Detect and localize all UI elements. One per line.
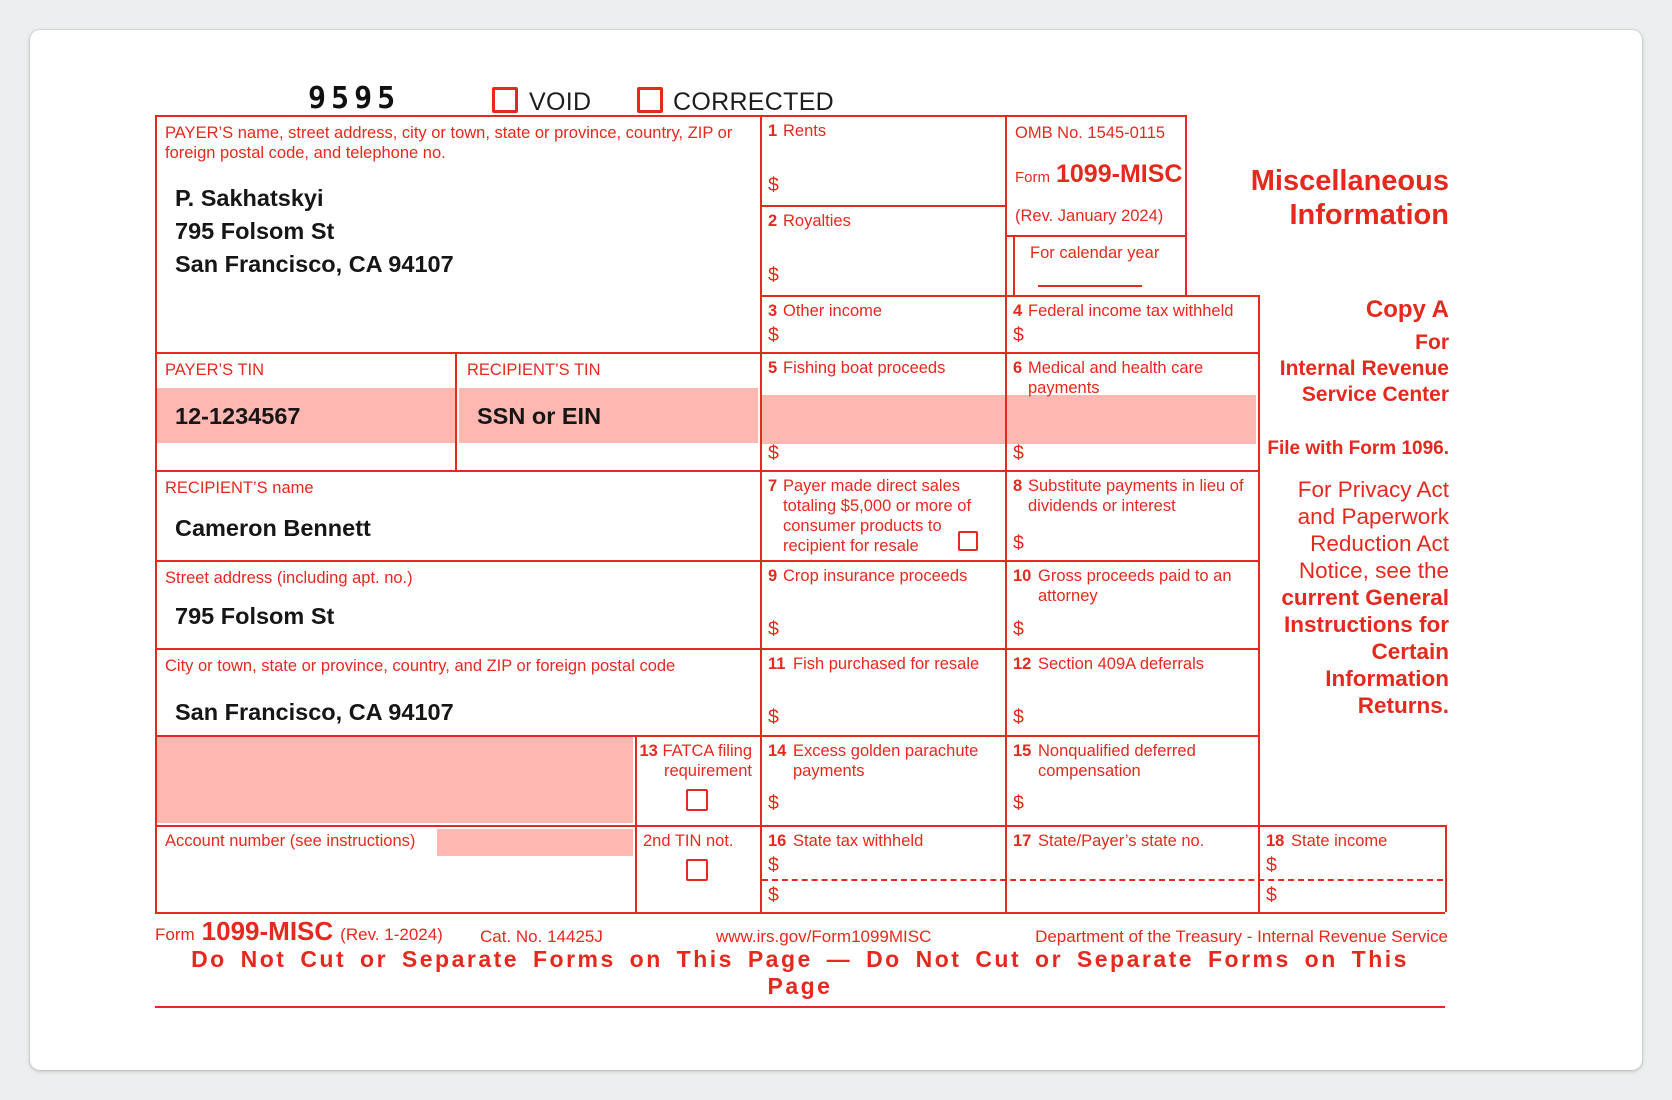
box11-label bbox=[768, 654, 1003, 674]
box10-dollar-sign: $ bbox=[1013, 618, 1024, 640]
recipient-street-label: Street address (including apt. no.) bbox=[165, 569, 413, 587]
payer-street: 795 Folsom St bbox=[175, 218, 335, 244]
box18-number: 18 bbox=[1266, 832, 1285, 850]
box11-number: 11 bbox=[768, 655, 786, 673]
box15-text: Nonqualified deferred compensation bbox=[1038, 742, 1196, 781]
box14-number: 14 bbox=[768, 742, 787, 760]
box16-text: State tax withheld bbox=[793, 832, 924, 850]
box8-label bbox=[1013, 476, 1251, 516]
box4-number: 4 bbox=[1013, 302, 1023, 320]
privacy-notice: For Privacy Act and Paperwork Reduction Act Notice, see the bbox=[1297, 477, 1449, 583]
cut-warning: Do Not Cut or Separate Forms on This Page — Do Not Cut or Separate Forms on This Page bbox=[191, 946, 1409, 999]
box1-label bbox=[768, 121, 996, 141]
box5-text: Fishing boat proceeds bbox=[783, 359, 946, 377]
box8-number: 8 bbox=[1013, 477, 1023, 495]
box6-dollar-sign: $ bbox=[1013, 442, 1024, 464]
box16-label bbox=[768, 831, 1000, 851]
box7-text: Payer made direct sales totaling $5,000 or more of consumer products to recipient for resale bbox=[783, 477, 972, 556]
void-checkbox[interactable] bbox=[492, 87, 518, 113]
box18-dollar-sign-2: $ bbox=[1266, 884, 1277, 906]
box11-dollar-sign: $ bbox=[768, 706, 779, 728]
box2-number: 2 bbox=[768, 212, 778, 230]
payer-tin-value: 12-1234567 bbox=[175, 403, 301, 429]
payer-info-label: PAYER’S name, street address, city or town, state or province, country, ZIP or foreign postal code, and telephone no. bbox=[165, 124, 733, 163]
box7-checkbox[interactable] bbox=[958, 531, 978, 551]
recipient-tin-value: SSN or EIN bbox=[477, 403, 602, 429]
box13-number: 13 bbox=[639, 742, 658, 760]
box14-text: Excess golden parachute payments bbox=[793, 742, 979, 781]
revision-label: (Rev. January 2024) bbox=[1015, 207, 1164, 225]
box6-number: 6 bbox=[1013, 359, 1023, 377]
catalog-number: Cat. No. 14425J bbox=[480, 927, 603, 946]
box11-text: Fish purchased for resale bbox=[793, 655, 980, 673]
box4-text: Federal income tax withheld bbox=[1028, 302, 1234, 320]
box3-text: Other income bbox=[783, 302, 883, 320]
box10-text: Gross proceeds paid to an attorney bbox=[1038, 567, 1232, 606]
box1-text: Rents bbox=[783, 122, 827, 140]
box3-dollar-sign: $ bbox=[768, 324, 779, 346]
account-number-label: Account number (see instructions) bbox=[165, 832, 416, 850]
recipient-name-label: RECIPIENT’S name bbox=[165, 479, 314, 497]
box2-label bbox=[768, 211, 996, 231]
box17-number: 17 bbox=[1013, 832, 1032, 850]
recipient-street-value: 795 Folsom St bbox=[175, 603, 335, 629]
irs-website-link[interactable]: www.irs.gov/Form1099MISC bbox=[716, 927, 932, 946]
corrected-checkbox[interactable] bbox=[637, 87, 663, 113]
box12-dollar-sign: $ bbox=[1013, 706, 1024, 728]
box4-dollar-sign: $ bbox=[1013, 324, 1024, 346]
box5-label bbox=[768, 358, 996, 378]
general-instructions-note: current General Instructions for Certain Information Returns. bbox=[1281, 585, 1449, 718]
box9-text: Crop insurance proceeds bbox=[783, 567, 968, 585]
copy-a-label: Copy A bbox=[1365, 296, 1449, 323]
box5-number: 5 bbox=[768, 359, 778, 377]
box18-label bbox=[1266, 831, 1438, 851]
form-scan-code: 9595 bbox=[308, 81, 401, 116]
copy-for-label: For bbox=[1415, 331, 1449, 354]
recipient-tin-label: RECIPIENT’S TIN bbox=[467, 361, 601, 379]
service-center-label: Internal Revenue Service Center bbox=[1279, 357, 1449, 406]
box2-dollar-sign: $ bbox=[768, 264, 779, 286]
box8-dollar-sign: $ bbox=[1013, 532, 1024, 554]
form-title: Miscellaneous Information bbox=[1250, 165, 1449, 231]
box6-label bbox=[1013, 358, 1245, 398]
box1-number: 1 bbox=[768, 122, 778, 140]
omb-number: OMB No. 1545-0115 bbox=[1015, 124, 1166, 142]
payer-name: P. Sakhatskyi bbox=[175, 185, 324, 211]
box2-text: Royalties bbox=[783, 212, 851, 230]
footer-form-id bbox=[155, 916, 443, 947]
second-tin-checkbox[interactable] bbox=[686, 859, 708, 881]
box16-dollar-sign-2: $ bbox=[768, 884, 779, 906]
box7-number: 7 bbox=[768, 477, 778, 495]
corrected-label: CORRECTED bbox=[673, 88, 835, 116]
form-word: Form bbox=[1015, 169, 1050, 186]
box9-dollar-sign: $ bbox=[768, 618, 779, 640]
box12-number: 12 bbox=[1013, 655, 1032, 673]
box17-text: State/Payer’s state no. bbox=[1038, 832, 1205, 850]
box6-text: Medical and health care payments bbox=[1028, 359, 1204, 398]
recipient-city-label: City or town, state or province, country, and ZIP or foreign postal code bbox=[165, 657, 676, 675]
copy-info-column bbox=[1230, 296, 1449, 719]
payer-info-value bbox=[175, 182, 454, 281]
box13-label bbox=[638, 741, 752, 781]
box15-dollar-sign: $ bbox=[1013, 792, 1024, 814]
box13-checkbox[interactable] bbox=[686, 789, 708, 811]
box3-label bbox=[768, 301, 996, 321]
box15-number: 15 bbox=[1013, 742, 1032, 760]
void-label: VOID bbox=[529, 88, 592, 116]
footer-form-number: 1099-MISC bbox=[201, 916, 334, 946]
treasury-department-label: Department of the Treasury - Internal Revenue Service bbox=[1035, 927, 1448, 946]
recipient-name-value: Cameron Bennett bbox=[175, 515, 371, 541]
box14-label bbox=[768, 741, 1000, 781]
box9-label bbox=[768, 566, 996, 586]
box10-label bbox=[1013, 566, 1253, 606]
box9-number: 9 bbox=[768, 567, 778, 585]
payer-tin-label: PAYER’S TIN bbox=[165, 361, 265, 379]
footer-form-word: Form bbox=[155, 925, 195, 944]
box17-label bbox=[1013, 831, 1253, 851]
box14-dollar-sign: $ bbox=[768, 792, 779, 814]
second-tin-label: 2nd TIN not. bbox=[643, 832, 734, 850]
box3-number: 3 bbox=[768, 302, 778, 320]
box16-number: 16 bbox=[768, 832, 787, 850]
box10-number: 10 bbox=[1013, 567, 1032, 585]
box18-dollar-sign: $ bbox=[1266, 854, 1277, 876]
box15-label bbox=[1013, 741, 1251, 781]
box16-dollar-sign: $ bbox=[768, 854, 779, 876]
payer-city: San Francisco, CA 94107 bbox=[175, 251, 454, 277]
footer-revision: (Rev. 1-2024) bbox=[340, 925, 443, 944]
box5-dollar-sign: $ bbox=[768, 442, 779, 464]
omb-form-title bbox=[1015, 160, 1182, 189]
file-with-label: File with Form 1096. bbox=[1267, 438, 1449, 459]
box18-text: State income bbox=[1291, 832, 1388, 850]
box1-dollar-sign: $ bbox=[768, 174, 779, 196]
box13-text: FATCA filing requirement bbox=[662, 742, 752, 781]
form-number: 1099-MISC bbox=[1056, 160, 1183, 188]
box12-text: Section 409A deferrals bbox=[1038, 655, 1205, 673]
box8-text: Substitute payments in lieu of dividends or interest bbox=[1028, 477, 1244, 516]
recipient-city-value: San Francisco, CA 94107 bbox=[175, 699, 454, 725]
box12-label bbox=[1013, 654, 1253, 674]
calendar-year-label: For calendar year bbox=[1030, 244, 1160, 262]
box4-label bbox=[1013, 301, 1253, 321]
